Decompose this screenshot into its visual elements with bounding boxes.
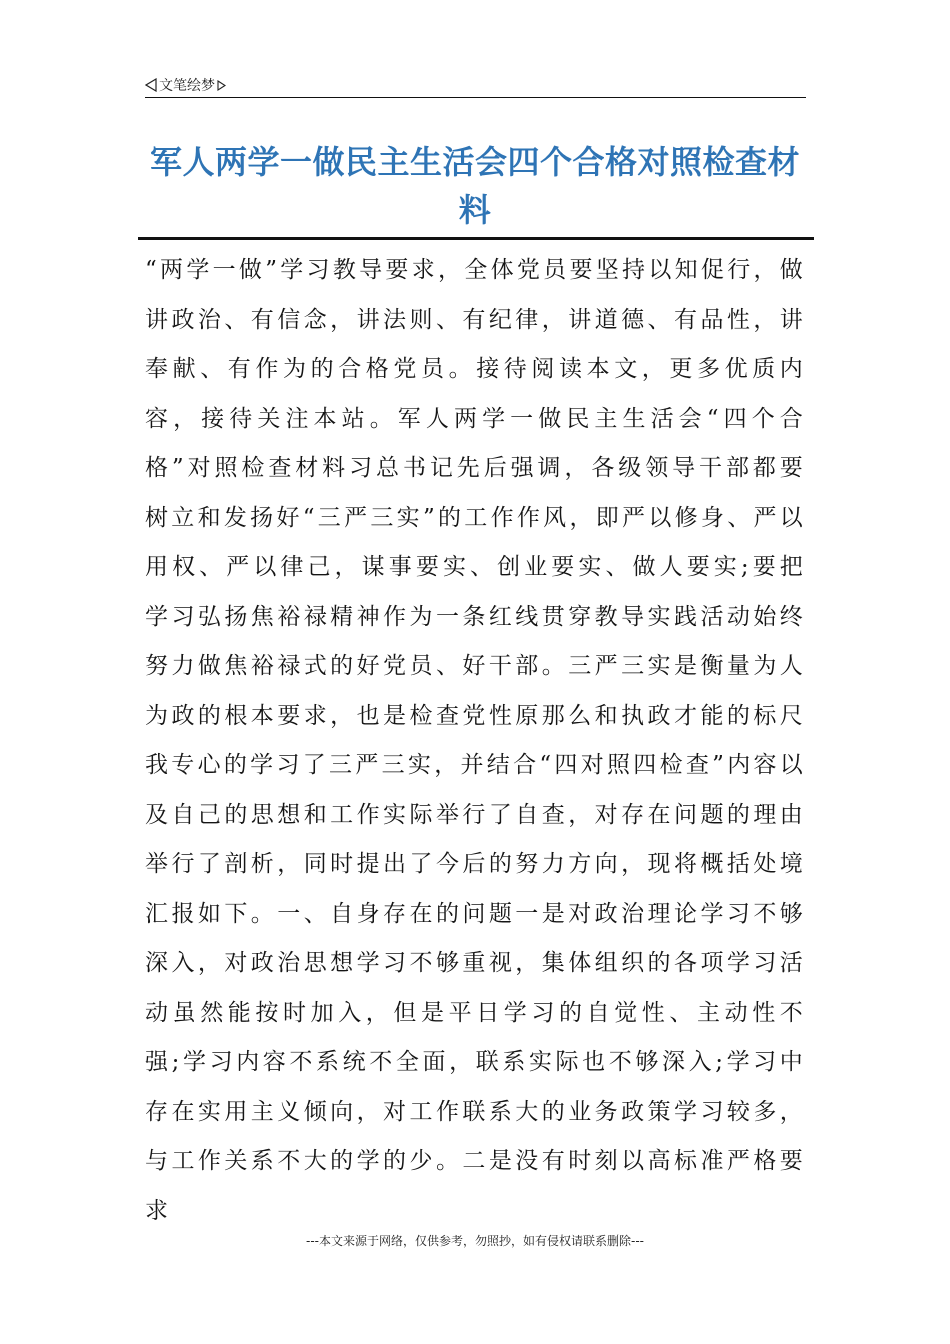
brand-name: 文笔绘梦 xyxy=(159,78,215,94)
triangle-right-icon xyxy=(217,80,226,91)
header-divider xyxy=(145,97,806,98)
title-divider xyxy=(138,237,814,240)
footer-notice: ---本文来源于网络，仅供参考，勿照抄，如有侵权请联系删除--- xyxy=(306,1234,644,1248)
document-title: 军人两学一做民主生活会四个合格对照检查材料 xyxy=(149,143,800,229)
document-body: “两学一做”学习教导要求，全体党员要坚持以知促行，做讲政治、有信念，讲法则、有纪律，讲道德、有品性，讲奉献、有作为的合格党员。接待阅读本文，更多优质内容，接待关注本站。军人两学一做民主生活会“四个合格”对照检查材料习总书记先后强调，各级领导干部都要树立和发扬好“三严三实”的工作作风，即严以修身、严以用权、严以律己，谋事要实、创业要实、做人要实;要把学习弘扬焦裕禄精神作为一条红线贯穿教导实践活动始终努力做焦裕禄式的好党员、好干部。三严三实是衡量为人为政的根本要求，也是检查党性原那么和执政才能的标尺我专心的学习了三严三实，并结合“四对照四检查”内容以及自己的思想和工作实际举行了自查，对存在问题的理由举行了剖析，同时提出了今后的努力方向，现将概括处境汇报如下。一、自身存在的问题一是对政治理论学习不够深入，对政治思想学习不够重视，集体组织的各项学习活动虽然能按时加入，但是平日学习的自觉性、主动性不强;学习内容不系统不全面，联系实际也不够深入;学习中存在实用主义倾向，对工作联系大的业务政策学习较多，与工作关系不大的学的少。二是没有时刻以高标准严格要求 xyxy=(145,257,806,1224)
triangle-left-icon xyxy=(145,78,157,92)
header-brand xyxy=(145,74,226,96)
